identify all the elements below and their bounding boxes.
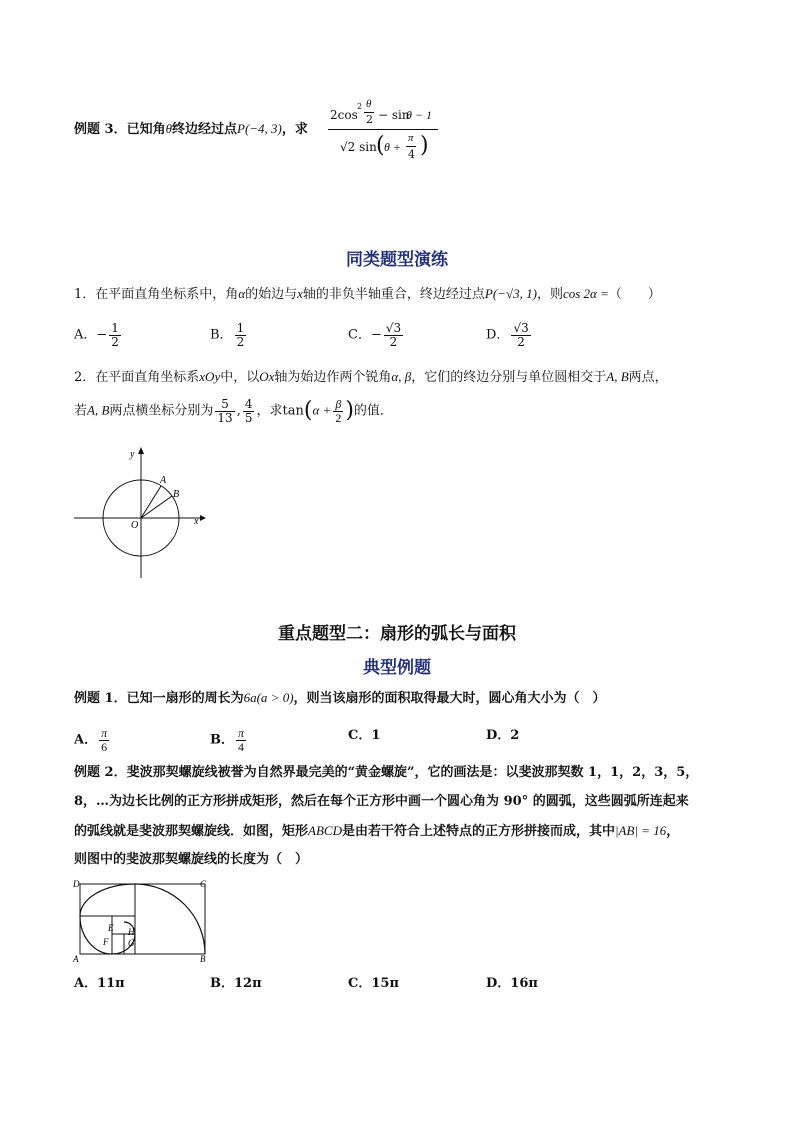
- q1-option-c[interactable]: C．− $\frac{√3}{2}$: [348, 321, 402, 349]
- ex1-option-b[interactable]: B． $\frac{\pi}{4}$: [210, 726, 245, 754]
- q1-option-d[interactable]: D． $\frac{√3}{2}$: [486, 321, 529, 349]
- y-axis-arrow: [138, 447, 144, 454]
- spiral-arc-3: [80, 916, 112, 954]
- example3-numerator: 2cos 2 θ 2 − sin θ − 1: [328, 100, 438, 130]
- label-o: O: [131, 520, 139, 531]
- example3-question: 例题 3．已知角θ终边经过点P(−4, 3)，求: [74, 121, 308, 137]
- section-subtitle-examples: 典型例题: [363, 658, 431, 678]
- example2-label: 例题 2．: [74, 765, 127, 780]
- example3-fraction: [328, 100, 438, 166]
- ex1-option-a[interactable]: A． $\frac{\pi}{6}$: [74, 726, 108, 754]
- example2-line4: 则图中的斐波那契螺旋线的长度为（ ）: [74, 852, 309, 867]
- ex1-option-d[interactable]: D．2: [486, 728, 520, 743]
- ray-b: [141, 496, 172, 518]
- ex1-option-c[interactable]: C．1: [348, 728, 381, 743]
- fibonacci-figure: [72, 876, 220, 966]
- section-title-practice: 同类题型演练: [346, 250, 448, 270]
- section-title-sector: 重点题型二：扇形的弧长与面积: [278, 624, 516, 644]
- q1-option-b[interactable]: B． $\frac{1}{2}$: [210, 321, 245, 349]
- label-c: C: [200, 879, 207, 889]
- x-axis-arrow: [200, 515, 206, 521]
- example2-line3: 的弧线就是斐波那契螺旋线．如图，矩形ABCD是由若干符合上述特点的正方形拼接而成，其中|AB| = 16，: [74, 823, 680, 839]
- label-h: H: [128, 927, 135, 937]
- label-a: A: [160, 475, 167, 486]
- ex2-option-c[interactable]: C．15π: [348, 976, 399, 991]
- example3-denominator: √2 sin ( θ + π 4 ): [340, 132, 429, 161]
- label-d: D: [73, 879, 80, 889]
- example2-line2: 8，…为边长比例的正方形拼成矩形，然后在每个正方形中画一个圆心角为 90° 的圆弧，这些圆弧所连起来: [74, 794, 689, 809]
- ex2-option-b[interactable]: B．12π: [210, 976, 262, 991]
- example3-label: 例题 3．: [74, 122, 127, 137]
- label-f: F: [103, 937, 109, 947]
- example1-label: 例题 1．: [74, 691, 127, 706]
- label-a: A: [73, 954, 79, 964]
- q1-option-a[interactable]: A．− $\frac{1}{2}$: [74, 321, 119, 349]
- label-g: G: [128, 938, 135, 948]
- example3-point: P(−4, 3): [237, 121, 282, 136]
- unit-circle-figure: [72, 445, 212, 580]
- practice-q2-line1: 2．在平面直角坐标系xOy中，以Ox轴为始边作两个锐角α, β，它们的终边分别与单位圆相交于A, B两点，: [74, 369, 668, 385]
- label-y: y: [130, 449, 135, 460]
- label-x: x: [194, 516, 199, 527]
- rect-abcd: [80, 884, 205, 954]
- practice-q1: 1．在平面直角坐标系中，角α的始边与x轴的非负半轴重合，终边经过点P(−√3, 1)，则cos 2α =（ ）: [74, 286, 661, 302]
- spiral-arc-2: [80, 884, 135, 916]
- label-e: E: [108, 923, 114, 933]
- example1-question: 例题 1．已知一扇形的周长为6a(a > 0)，则当该扇形的面积取得最大时，圆心角大小为（ ）: [74, 690, 606, 706]
- label-b: B: [200, 954, 206, 964]
- example2-line1: 例题 2．斐波那契螺旋线被誉为自然界最完美的“黄金螺旋”，它的画法是：以斐波那契数 1，1，2，3，5，: [74, 765, 699, 780]
- spiral-arc-1: [135, 884, 205, 954]
- practice-q2-line2: 若A, B两点横坐标分别为 $\frac{5}{13}$ , $\frac{4}{5}$ ，求tan(α + $\frac{\beta}{2}$ )的值．: [74, 397, 393, 425]
- ray-a: [141, 486, 161, 518]
- ex2-option-a[interactable]: A．11π: [74, 976, 125, 991]
- label-b: B: [173, 489, 180, 500]
- ex2-option-d[interactable]: D．16π: [486, 976, 538, 991]
